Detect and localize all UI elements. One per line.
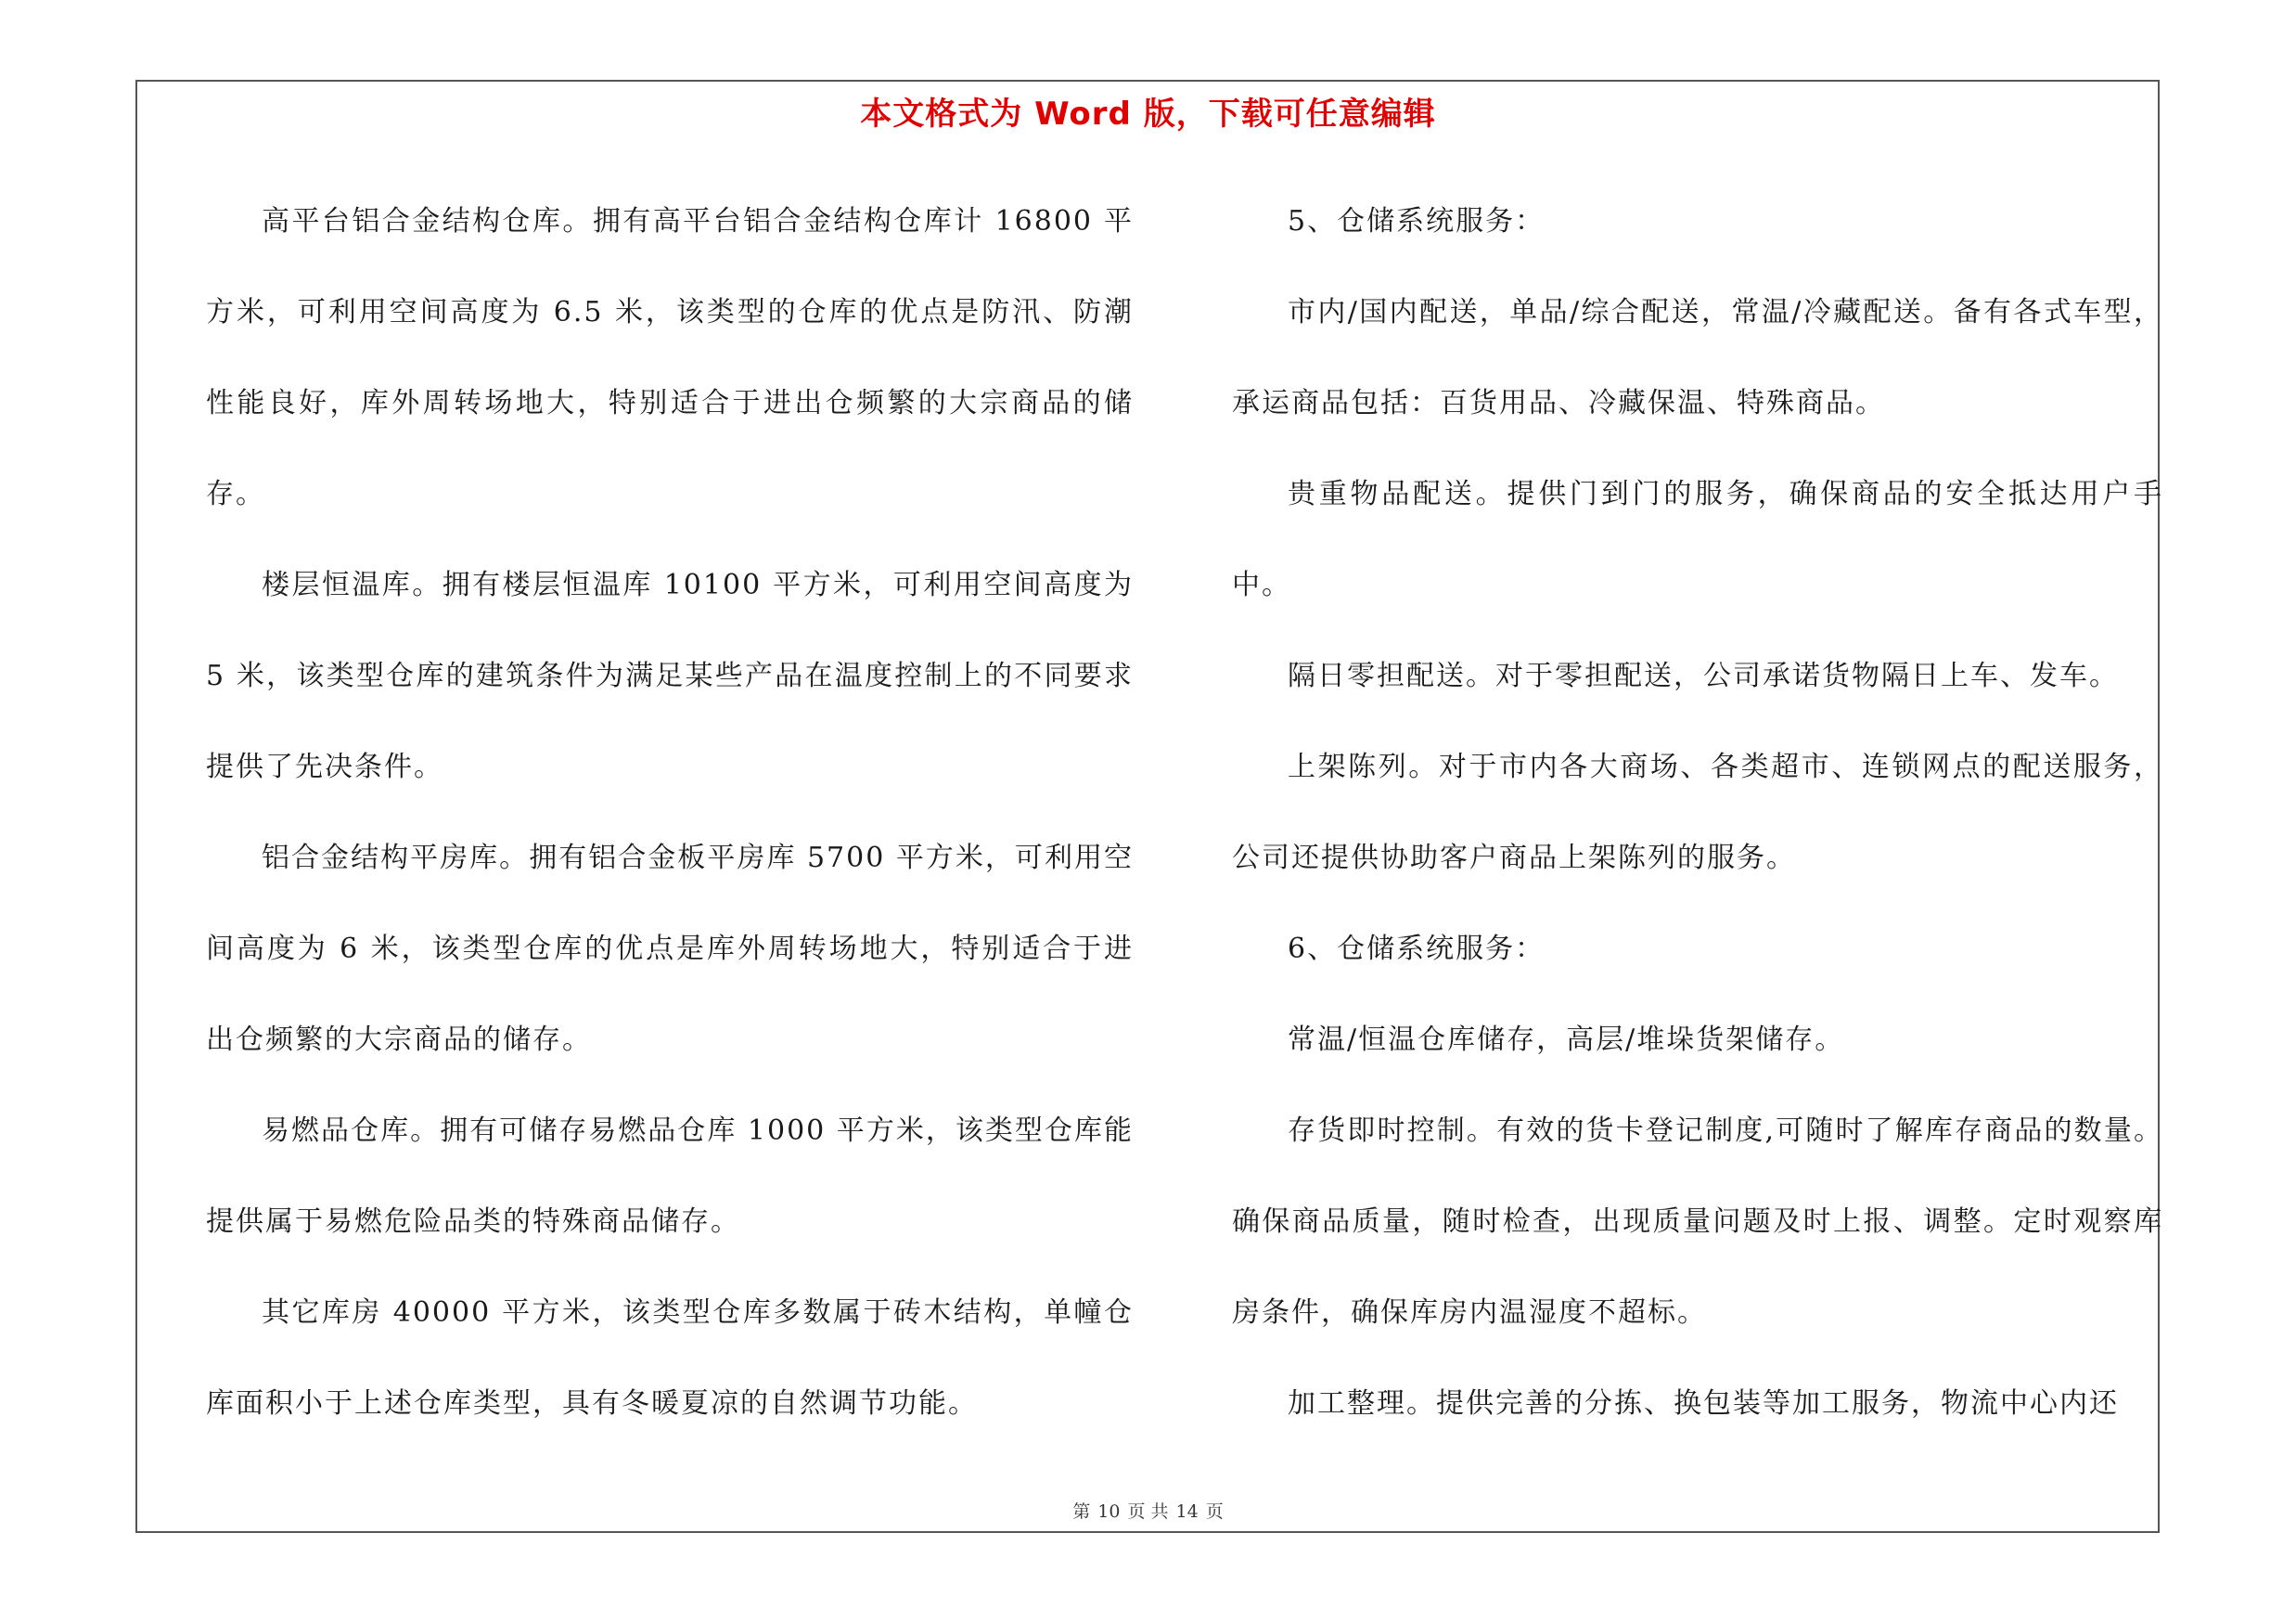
section-heading: 6、仓储系统服务： — [1288, 933, 1546, 965]
paragraph: 市内/国内配送，单品/综合配送，常温/冷藏配送。备有各式车型，承运商品包括：百货用品、冷藏保温、特殊商品。 — [1232, 296, 2163, 419]
paragraph: 铝合金结构平房库。拥有铝合金板平房库 5700 平方米，可利用空间高度为 6 米，该类型仓库的优点是库外周转场地大，特别适合于进出仓频繁的大宗商品的储存。 — [206, 842, 1134, 1056]
paragraph: 上架陈列。对于市内各大商场、各类超市、连锁网点的配送服务，公司还提供协助客户商品上架陈列的服务。 — [1232, 751, 2163, 874]
paragraph: 楼层恒温库。拥有楼层恒温库 10100 平方米，可利用空间高度为 5 米，该类型仓库的建筑条件为满足某些产品在温度控制上的不同要求提供了先决条件。 — [206, 569, 1134, 783]
footer-suffix: 页 — [1205, 1501, 1224, 1522]
paragraph: 加工整理。提供完善的分拣、换包装等加工服务，物流中心内还 — [1288, 1387, 2119, 1420]
page-number-footer — [0, 1498, 2296, 1523]
paragraph: 高平台铝合金结构仓库。拥有高平台铝合金结构仓库计 16800 平方米，可利用空间高度为 6.5 米，该类型的仓库的优点是防汛、防潮性能良好，库外周转场地大，特别适合于进出仓频繁的大宗商品的储存。 — [206, 205, 1134, 510]
paragraph: 常温/恒温仓库储存，高层/堆垛货架储存。 — [1288, 1024, 1845, 1056]
section-heading: 5、仓储系统服务： — [1288, 205, 1546, 238]
paragraph: 隔日零担配送。对于零担配送，公司承诺货物隔日上车、发车。 — [1288, 660, 2119, 692]
paragraph: 易燃品仓库。拥有可储存易燃品仓库 1000 平方米，该类型仓库能提供属于易燃危险品类的特殊商品储存。 — [206, 1114, 1134, 1238]
paragraph: 存货即时控制。有效的货卡登记制度,可随时了解库存商品的数量。确保商品质量，随时检查，出现质量问题及时上报、调整。定时观察库房条件，确保库房内温湿度不超标。 — [1232, 1114, 2163, 1329]
left-column — [206, 176, 1134, 1449]
paragraph: 其它库房 40000 平方米，该类型仓库多数属于砖木结构，单幢仓库面积小于上述仓库类型，具有冬暖夏凉的自然调节功能。 — [206, 1296, 1134, 1420]
footer-prefix: 第 — [1072, 1501, 1091, 1522]
format-notice-banner: 本文格式为 Word 版，下载可任意编辑 — [860, 96, 1436, 133]
current-page-number: 10 — [1097, 1501, 1121, 1522]
right-column — [1232, 176, 2163, 1449]
total-page-count: 14 — [1175, 1501, 1199, 1522]
paragraph: 贵重物品配送。提供门到门的服务，确保商品的安全抵达用户手中。 — [1232, 478, 2163, 601]
footer-middle: 页 共 — [1127, 1501, 1169, 1522]
